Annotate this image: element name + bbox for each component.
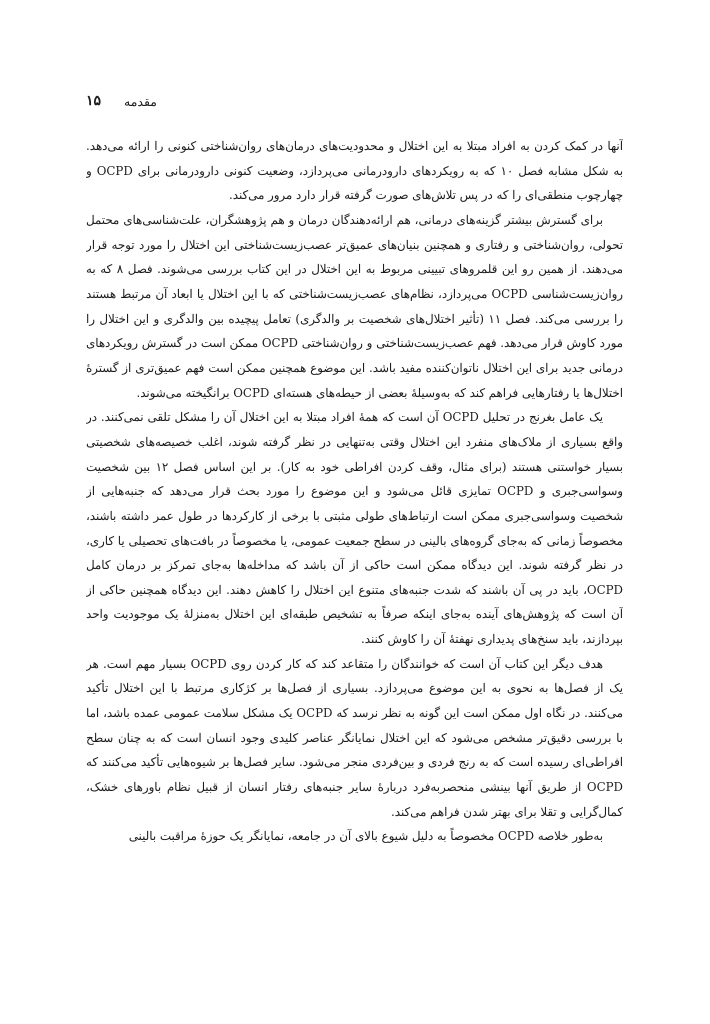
page-header — [86, 93, 623, 117]
running-head: مقدمه — [124, 94, 157, 109]
paragraph-5: به‌طور خلاصه OCPD مخصوصاً به دلیل شیوع بالای آن در جامعه، نمایانگر یک حوزهٔ مراقبت بالینی — [128, 829, 603, 844]
paragraph-3: یک عامل بغرنج در تحلیل OCPD آن است که همهٔ افراد مبتلا به این اختلال آن را مشکل تلقی نمی‌کنند. در واقع بسیاری از ملاک‌های منفرد این اختلال وقتی به‌تنهایی در نظر گرفته شوند، اغلب خصیصه‌های شخصیتی بسیار خواستنی هستند (برای مثال، وقف کردن افراطی خود به کار). بر این اساس فصل ۱۲ بین شخصیت وسواسی‌جبری و OCPD تمایزی قائل می‌شود و این موضوع را مورد بحث قرار می‌دهد که جنبه‌هایی از شخصیت وسواسی‌جبری ممکن است ارتباط‌های طولی مثبتی با برخی از کارکردها در طول عمر داشته باشند، مخصوصاً زمانی که به‌جای گروه‌های بالینی در سطح جمعیت عمومی، یا مخصوصاً در بافت‌های تحصیلی یا کاری، در نظر گرفته شوند. این دیدگاه ممکن است حاکی از آن باشد که مداخله‌ها به‌جای تمرکز بر درمان کامل OCPD، باید در پی آن باشند که شدت جنبه‌های متنوع این اختلال را کاهش دهند. این دیدگاه همچنین حاکی از آن است که پژوهش‌های آینده به‌جای اینکه صرفاً به تشخیص طبقه‌ای این اختلال به‌منزلهٔ یک موجودیت واحد بپردازند، باید سنخ‌های پدیداری نهفتهٔ آن را کاوش کنند. — [86, 410, 623, 647]
page-number: ۱۵ — [86, 93, 102, 109]
paragraph-4: هدف دیگر این کتاب آن است که خوانندگان را متقاعد کند که کار کردن روی OCPD بسیار مهم است. هر یک از فصل‌ها به نحوی به این موضوع می‌پردازد. بسیاری از فصل‌ها بر کژکاری مرتبط با این اختلال تأکید می‌کنند. در نگاه اول ممکن است این گونه به نظر نرسد که OCPD یک مشکل سلامت عمومی عمده باشد، اما با بررسی دقیق‌تر مشخص می‌شود که این اختلال نمایانگر عناصر کلیدی وجود انسان است که به چنان سطح افراطی‌ای رسیده است که به رنج فردی و بین‌فردی منجر می‌شود. سایر فصل‌ها بر شیوه‌هایی تأکید می‌کنند که OCPD از طریق آنها بینشی منحصربه‌فرد دربارهٔ سایر جنبه‌های رفتار انسان از قبیل نظام باورهای خشک، کمال‌گرایی و تقلا برای بهتر شدن فراهم می‌کند. — [86, 656, 623, 819]
body-text — [86, 134, 623, 1020]
paragraph-2: برای گسترش بیشتر گزینه‌های درمانی، هم ارائه‌دهندگان درمان و هم پژوهشگران، علت‌شناسی‌های محتمل تحولی، روان‌شناختی و رفتاری و همچنین بنیان‌های عمیق‌تر عصب‌زیست‌شناختی این اختلال را مورد توجه قرار می‌دهند. از همین رو این قلمروهای تبیینی مربوط به این اختلال در این کتاب بررسی می‌شوند. فصل ۸ که به روان‌زیست‌شناسی OCPD می‌پردازد، نظام‌های عصب‌زیست‌شناختی که با این اختلال یا ابعاد آن مرتبط هستند را بررسی می‌کند. فصل ۱۱ (تأثیر اختلال‌های شخصیت بر والدگری) تعامل پیچیده بین والدگری و این اختلال را مورد کاوش قرار می‌دهد. فهم عصب‌زیست‌شناختی و روان‌شناختی OCPD ممکن است در گسترش رویکردهای درمانی جدید برای این اختلال ناتوان‌کننده مفید باشد. این موضوع همچنین ممکن است فهم عمیق‌تری از گسترهٔ اختلال‌ها یا رفتارهایی فراهم کند که به‌وسیلهٔ بعضی از حیطه‌های هسته‌ای OCPD برانگیخته می‌شوند. — [86, 212, 623, 400]
paragraph-1: آنها در کمک کردن به افراد مبتلا به این اختلال و محدودیت‌های درمان‌های روان‌شناختی کنونی را ارائه می‌دهد. به شکل مشابه فصل ۱۰ که به رویکردهای دارودرمانی می‌پردازد، وضعیت کنونی دارودرمانی برای OCPD و چهارچوب منطقی‌ای را که در پس تلاش‌های صورت گرفته قرار دارد مرور می‌کند. — [86, 139, 623, 203]
